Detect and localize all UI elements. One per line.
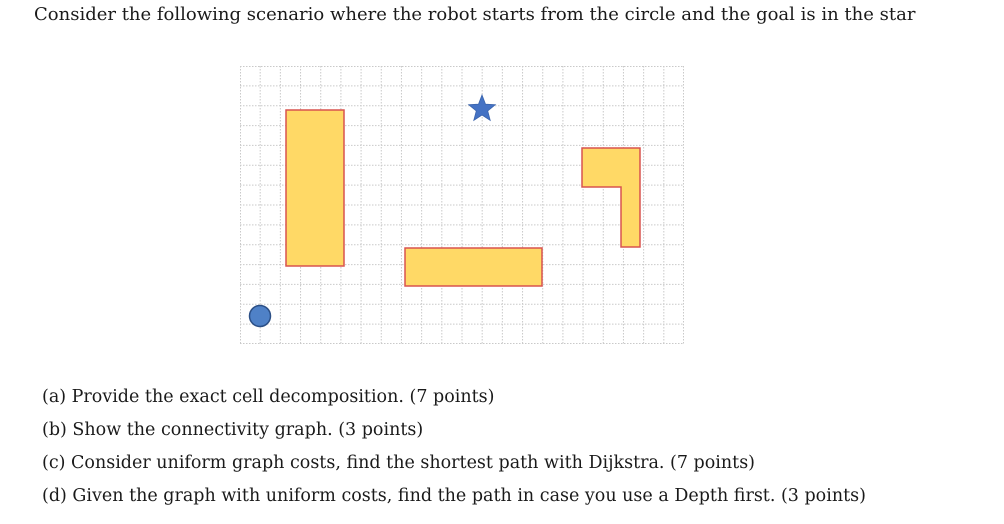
- question-d: (d) Given the graph with uniform costs, find the path in case you use a Depth first. (3 points): [42, 486, 866, 506]
- robot-start-circle: [250, 306, 271, 327]
- obstacle-l-shape-right: [582, 148, 640, 247]
- question-a: (a) Provide the exact cell decomposition. (7 points): [42, 387, 495, 407]
- question-c: (c) Consider uniform graph costs, find the shortest path with Dijkstra. (7 points): [42, 453, 756, 473]
- problem-intro: Consider the following scenario where the robot starts from the circle and the goal is in the star: [34, 4, 916, 25]
- question-b: (b) Show the connectivity graph. (3 points): [42, 420, 424, 440]
- question-list: [42, 382, 866, 514]
- goal-star-icon: [469, 95, 496, 120]
- grid-world-figure: [240, 66, 684, 344]
- obstacle-bottom-middle: [405, 248, 542, 286]
- obstacle-tall-left: [286, 110, 344, 266]
